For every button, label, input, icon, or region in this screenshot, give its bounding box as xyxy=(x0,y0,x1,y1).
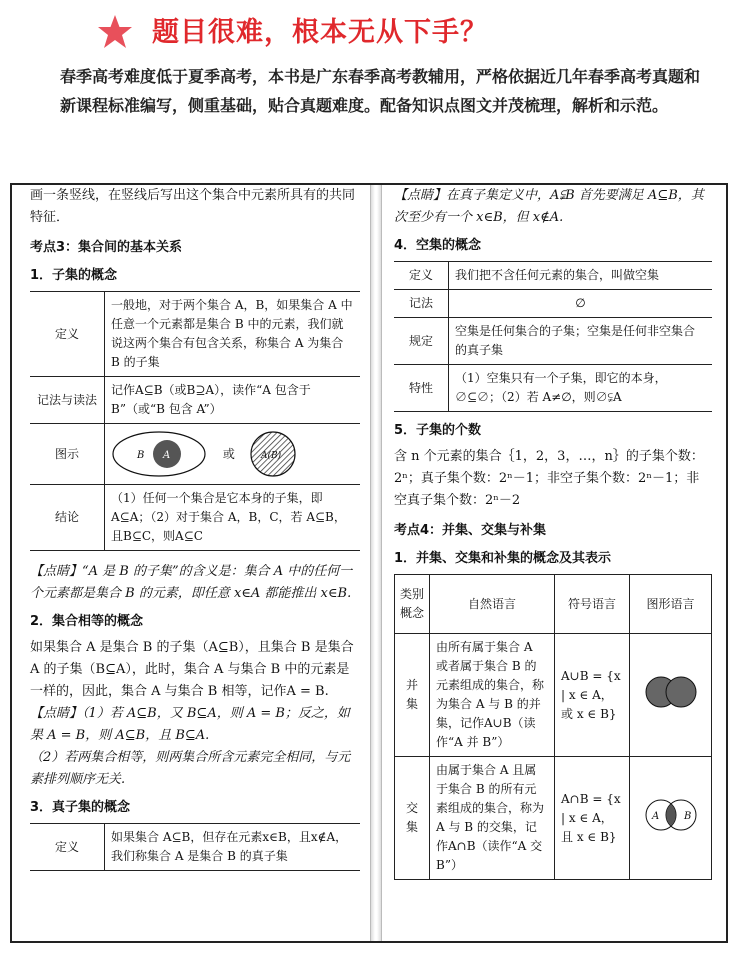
table-value: 我们把不含任何元素的集合，叫做空集 xyxy=(449,262,713,290)
table-value: （1）空集只有一个子集，即它的本身，∅⊆∅；（2）若 A≠∅，则∅⫋A xyxy=(449,365,713,412)
right-top-text: 【点睛】在真子集定义中，A⫋B 首先要满足 A⊆B，其次至少有一个 x∈B，但 x∉A. xyxy=(394,188,704,225)
operations-table xyxy=(394,574,712,880)
union-venn-diagram xyxy=(639,675,703,709)
table-key: 规定 xyxy=(394,318,449,365)
table-header: 自然语言 xyxy=(430,575,555,634)
table-header: 符号语言 xyxy=(555,575,630,634)
intro-text: 春季高考难度低于夏季高考，本书是广东春季高考教辅用，严格依据近几年春季高考真题和新课程标准编写，侧重基础，贴合真题难度。配备知识点图文并茂梳理，解析和示范。 xyxy=(60,67,701,115)
table-key: 记法 xyxy=(394,290,449,318)
venn-label-b: B xyxy=(137,450,145,461)
table-value xyxy=(105,424,361,485)
table-header-row xyxy=(395,575,712,634)
table-row xyxy=(394,262,712,290)
table-value: ∅ xyxy=(449,290,713,318)
intersection-venn-diagram xyxy=(639,798,703,832)
table-row xyxy=(30,485,360,551)
table-value: A∪B = {x | x ∈ A，或 x ∈ B} xyxy=(555,634,630,757)
table-row xyxy=(395,757,712,880)
page-gutter xyxy=(370,185,382,941)
left-column xyxy=(30,185,360,871)
note-1: 【点睛】“A 是 B 的子集”的含义是：集合 A 中的任何一个元素都是集合 B 的元素，即任意 x∈A 都能推出 x∈B. xyxy=(30,564,353,601)
headline: 题目很难，根本无从下手？ xyxy=(152,17,488,48)
proper-subset-table xyxy=(30,823,360,871)
right-column xyxy=(394,185,712,880)
intersection-venn-cell xyxy=(630,757,712,880)
note-3: （2）若两集合相等，则两集合所含元素完全相同，与元素排列顺序无关. xyxy=(30,750,351,787)
table-row xyxy=(394,290,712,318)
table-key: 定义 xyxy=(30,292,105,377)
table-row xyxy=(395,634,712,757)
table-value: A∩B = {x | x ∈ A，且 x ∈ B} xyxy=(555,757,630,880)
section-4-title: 考点4：并集、交集与补集 xyxy=(394,523,547,538)
star-icon xyxy=(97,14,133,50)
section-3-title: 考点3：集合间的基本关系 xyxy=(30,240,183,255)
venn-label-ab: A(B) xyxy=(260,451,281,461)
subset-count-text: 含 n 个元素的集合｛1，2，3，…，n｝的子集个数：2ⁿ；真子集个数：2ⁿ－1；非空子集个数：2ⁿ－1；非空真子集个数：2ⁿ－2 xyxy=(394,449,704,508)
table-value: 如果集合 A⊆B，但存在元素x∈B，且x∉A，我们称集合 A 是集合 B 的真子集 xyxy=(105,824,361,871)
union-venn-cell xyxy=(630,634,712,757)
table-row xyxy=(30,377,360,424)
empty-set-title: 4．空集的概念 xyxy=(394,238,482,253)
table-key: 记法与读法 xyxy=(30,377,105,424)
note-2: 【点睛】（1）若 A⊆B，又 B⊆A，则 A = B；反之，如果 A = B，则 A⊆B，且 B⊆A. xyxy=(30,706,350,743)
table-value: 一般地，对于两个集合 A，B，如果集合 A 中任意一个元素都是集合 B 中的元素，我们就说这两个集合有包含关系，称集合 A 为集合 B 的子集 xyxy=(105,292,361,377)
table-row xyxy=(30,824,360,871)
equal-venn-diagram xyxy=(247,428,299,480)
set-equal-text: 如果集合 A 是集合 B 的子集（A⊆B），且集合 B 是集合 A 的子集（B⊆A），此时，集合 A 与集合 B 中的元素是一样的，因此，集合 A 与集合 B 相等，记作A = B. xyxy=(30,640,354,699)
table-key: 结论 xyxy=(30,485,105,551)
table-key: 特性 xyxy=(394,365,449,412)
empty-set-table xyxy=(394,261,712,412)
subset-venn-diagram xyxy=(111,428,211,480)
operations-title: 1．并集、交集和补集的概念及其表示 xyxy=(394,551,612,566)
table-row xyxy=(394,365,712,412)
table-key: 并集 xyxy=(395,634,430,757)
proper-subset-title: 3．真子集的概念 xyxy=(30,800,131,815)
table-header: 类别概念 xyxy=(395,575,430,634)
table-row xyxy=(30,292,360,377)
table-header: 图形语言 xyxy=(630,575,712,634)
left-top-text: 画一条竖线，在竖线后写出这个集合中元素所具有的共同特征． xyxy=(30,188,356,225)
table-value: 由所有属于集合 A 或者属于集合 B 的元素组成的集合，称为集合 A 与 B 的并集，记作A∪B（读作“A 并 B”） xyxy=(430,634,555,757)
table-value: （1）任何一个集合是它本身的子集，即A⊆A；（2）对于集合 A，B，C，若 A⊆B，且B⊆C，则A⊆C xyxy=(105,485,361,551)
table-key: 交集 xyxy=(395,757,430,880)
set-equal-title: 2．集合相等的概念 xyxy=(30,614,144,629)
table-key: 图示 xyxy=(30,424,105,485)
or-label: 或 xyxy=(222,446,235,461)
subset-table xyxy=(30,291,360,551)
table-row xyxy=(30,424,360,485)
table-value: 空集是任何集合的子集；空集是任何非空集合的真子集 xyxy=(449,318,713,365)
book-page-scan xyxy=(10,183,728,943)
table-value: 由属于集合 A 且属于集合 B 的所有元素组成的集合，称为 A 与 B 的交集，记作A∩B（读作“A 交 B”） xyxy=(430,757,555,880)
subset-count-title: 5．子集的个数 xyxy=(394,423,482,438)
table-key: 定义 xyxy=(394,262,449,290)
venn-label-a: A xyxy=(163,450,171,461)
venn-label-b: B xyxy=(683,811,691,822)
table-key: 定义 xyxy=(30,824,105,871)
subset-concept-title: 1．子集的概念 xyxy=(30,268,118,283)
venn-label-a: A xyxy=(651,811,659,822)
table-row xyxy=(394,318,712,365)
table-value: 记作A⊆B（或B⊇A），读作“A 包含于 B”（或“B 包含 A”） xyxy=(105,377,361,424)
